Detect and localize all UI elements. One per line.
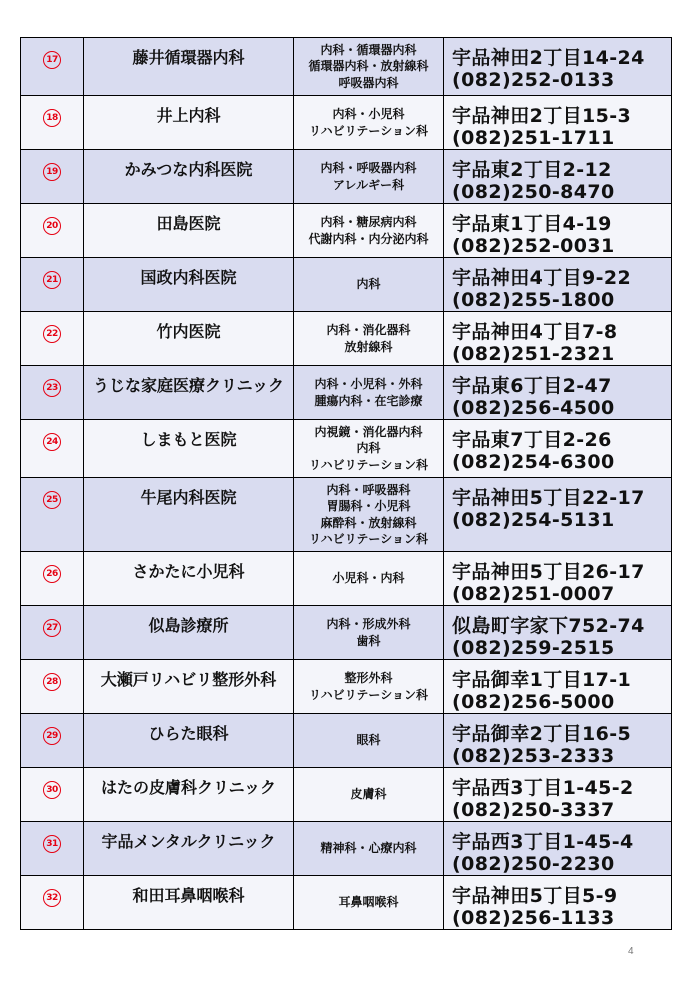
clinic-name: 田島医院 (84, 204, 294, 258)
table-row (21, 552, 672, 606)
table-row (21, 660, 672, 714)
clinic-phone: (082)251-1711 (452, 127, 615, 149)
circled-number: 18 (43, 109, 61, 127)
department-line: 内科・呼吸器科 (326, 482, 411, 497)
circled-number: 26 (43, 565, 61, 583)
department-line: 内科・消化器科 (326, 323, 411, 337)
contact-cell (444, 660, 672, 714)
clinic-address: 宇品神田2丁目14-24 (452, 47, 645, 69)
clinic-phone: (082)251-0007 (452, 583, 615, 605)
department-line: 耳鼻咽喉科 (338, 895, 399, 910)
departments-cell (294, 38, 444, 96)
row-number-cell (21, 714, 84, 768)
department-line: 内科・小児科・外科 (314, 377, 423, 391)
departments-cell (294, 768, 444, 822)
clinic-name: 和田耳鼻咽喉科 (84, 876, 294, 930)
clinic-table (20, 37, 672, 930)
department-line: 循環器内科・放射線科 (308, 59, 429, 74)
contact-cell (444, 258, 672, 312)
departments-cell (294, 96, 444, 150)
contact-cell (444, 606, 672, 660)
row-number-cell (21, 552, 84, 606)
departments-cell (294, 876, 444, 930)
row-number-cell (21, 768, 84, 822)
clinic-name: 似島診療所 (84, 606, 294, 660)
clinic-address: 宇品御幸2丁目16-5 (452, 723, 632, 745)
department-line: 歯科 (356, 633, 381, 648)
contact-cell (444, 38, 672, 96)
departments-cell (294, 312, 444, 366)
table-row (21, 204, 672, 258)
clinic-phone: (082)253-2333 (452, 745, 615, 767)
department-line: リハビリテーション科 (309, 123, 428, 138)
contact-cell (444, 420, 672, 478)
clinic-name: ひらた眼科 (84, 714, 294, 768)
clinic-address: 宇品東7丁目2-26 (452, 429, 612, 451)
departments-cell (294, 204, 444, 258)
departments-cell (294, 258, 444, 312)
departments-cell (294, 552, 444, 606)
department-line: 腫瘍内科・在宅診療 (314, 393, 423, 408)
contact-cell (444, 876, 672, 930)
clinic-address: 宇品東6丁目2-47 (452, 375, 612, 397)
clinic-phone: (082)252-0133 (452, 69, 615, 91)
circled-number: 24 (43, 433, 61, 451)
row-number-cell (21, 660, 84, 714)
row-number-cell (21, 204, 84, 258)
clinic-name: 井上内科 (84, 96, 294, 150)
clinic-phone: (082)254-5131 (452, 509, 615, 531)
department-line: 眼科 (356, 733, 381, 748)
clinic-address: 宇品東1丁目4-19 (452, 213, 612, 235)
departments-cell (294, 660, 444, 714)
clinic-name: 国政内科医院 (84, 258, 294, 312)
department-line: 整形外科 (344, 671, 393, 685)
clinic-name: 大瀬戸リハビリ整形外科 (84, 660, 294, 714)
clinic-phone: (082)256-5000 (452, 691, 615, 713)
department-line: 内科・呼吸器内科 (320, 161, 417, 175)
circled-number: 23 (43, 379, 61, 397)
row-number-cell (21, 312, 84, 366)
department-line: 麻酔科・放射線科 (320, 515, 417, 530)
circled-number: 32 (43, 889, 61, 907)
department-line: 内視鏡・消化器内科 (314, 424, 423, 439)
contact-cell (444, 822, 672, 876)
row-number-cell (21, 420, 84, 478)
department-line: 内科 (356, 277, 381, 292)
row-number-cell (21, 150, 84, 204)
page-number: 4 (628, 946, 634, 957)
departments-cell (294, 714, 444, 768)
clinic-phone: (082)251-2321 (452, 343, 615, 365)
table-row (21, 366, 672, 420)
clinic-address: 宇品神田5丁目26-17 (452, 561, 645, 583)
contact-cell (444, 204, 672, 258)
clinic-phone: (082)255-1800 (452, 289, 615, 311)
clinic-phone: (082)250-8470 (452, 181, 615, 203)
clinic-phone: (082)250-3337 (452, 799, 615, 821)
departments-cell (294, 478, 444, 552)
clinic-name: はたの皮膚科クリニック (84, 768, 294, 822)
clinic-phone: (082)256-4500 (452, 397, 615, 419)
department-line: アレルギー科 (332, 177, 405, 192)
clinic-name: 牛尾内科医院 (84, 478, 294, 552)
table-row (21, 38, 672, 96)
contact-cell (444, 552, 672, 606)
row-number-cell (21, 96, 84, 150)
clinic-address: 宇品神田5丁目22-17 (452, 487, 645, 509)
department-line: 胃腸科・小児科 (326, 499, 411, 513)
table-row (21, 606, 672, 660)
clinic-name: うじな家庭医療クリニック (84, 366, 294, 420)
clinic-address: 宇品神田5丁目5-9 (452, 885, 618, 907)
contact-cell (444, 768, 672, 822)
department-line: リハビリテーション科 (309, 457, 428, 472)
row-number-cell (21, 876, 84, 930)
clinic-phone: (082)259-2515 (452, 637, 615, 659)
contact-cell (444, 312, 672, 366)
department-line: 精神科・心療内科 (320, 841, 417, 856)
table-row (21, 768, 672, 822)
circled-number: 30 (43, 781, 61, 799)
contact-cell (444, 150, 672, 204)
circled-number: 22 (43, 325, 61, 343)
circled-number: 21 (43, 271, 61, 289)
department-line: 放射線科 (344, 339, 393, 354)
table-row (21, 876, 672, 930)
contact-cell (444, 714, 672, 768)
clinic-phone: (082)252-0031 (452, 235, 615, 257)
clinic-name: さかたに小児科 (84, 552, 294, 606)
clinic-address: 宇品西3丁目1-45-4 (452, 831, 634, 853)
department-line: 小児科・内科 (332, 571, 405, 586)
table-row (21, 312, 672, 366)
department-line: 内科・循環器内科 (320, 42, 417, 57)
circled-number: 29 (43, 727, 61, 745)
table-row (21, 96, 672, 150)
departments-cell (294, 606, 444, 660)
circled-number: 28 (43, 673, 61, 691)
row-number-cell (21, 606, 84, 660)
row-number-cell (21, 478, 84, 552)
department-line: 代謝内科・内分泌内科 (308, 231, 429, 246)
clinic-name: かみつな内科医院 (84, 150, 294, 204)
clinic-phone: (082)256-1133 (452, 907, 615, 929)
contact-cell (444, 366, 672, 420)
row-number-cell (21, 258, 84, 312)
contact-cell (444, 478, 672, 552)
department-line: 呼吸器内科 (338, 75, 399, 90)
clinic-address: 宇品西3丁目1-45-2 (452, 777, 634, 799)
circled-number: 19 (43, 163, 61, 181)
table-row (21, 714, 672, 768)
department-line: 内科 (356, 441, 381, 456)
department-line: リハビリテーション科 (309, 532, 428, 546)
clinic-name: 宇品メンタルクリニック (84, 822, 294, 876)
clinic-name: 竹内医院 (84, 312, 294, 366)
clinic-address: 宇品神田2丁目15-3 (452, 105, 632, 127)
department-line: 皮膚科 (350, 787, 387, 802)
table-row (21, 150, 672, 204)
circled-number: 27 (43, 619, 61, 637)
departments-cell (294, 420, 444, 478)
table-row (21, 822, 672, 876)
circled-number: 31 (43, 835, 61, 853)
clinic-table-body (21, 38, 672, 930)
clinic-address: 宇品神田4丁目7-8 (452, 321, 618, 343)
circled-number: 17 (43, 51, 61, 69)
circled-number: 20 (43, 217, 61, 235)
circled-number: 25 (43, 491, 61, 509)
row-number-cell (21, 822, 84, 876)
clinic-address: 宇品御幸1丁目17-1 (452, 669, 632, 691)
department-line: 内科・糖尿病内科 (320, 215, 417, 229)
row-number-cell (21, 38, 84, 96)
table-row (21, 258, 672, 312)
department-line: リハビリテーション科 (309, 687, 428, 702)
row-number-cell (21, 366, 84, 420)
department-line: 内科・形成外科 (326, 617, 411, 631)
departments-cell (294, 822, 444, 876)
table-row (21, 420, 672, 478)
table-row (21, 478, 672, 552)
clinic-phone: (082)254-6300 (452, 451, 615, 473)
departments-cell (294, 366, 444, 420)
contact-cell (444, 96, 672, 150)
clinic-name: 藤井循環器内科 (84, 38, 294, 96)
clinic-address: 似島町字家下752-74 (452, 615, 645, 637)
clinic-name: しまもと医院 (84, 420, 294, 478)
departments-cell (294, 150, 444, 204)
clinic-phone: (082)250-2230 (452, 853, 615, 875)
clinic-address: 宇品東2丁目2-12 (452, 159, 612, 181)
department-line: 内科・小児科 (332, 107, 405, 121)
clinic-address: 宇品神田4丁目9-22 (452, 267, 632, 289)
